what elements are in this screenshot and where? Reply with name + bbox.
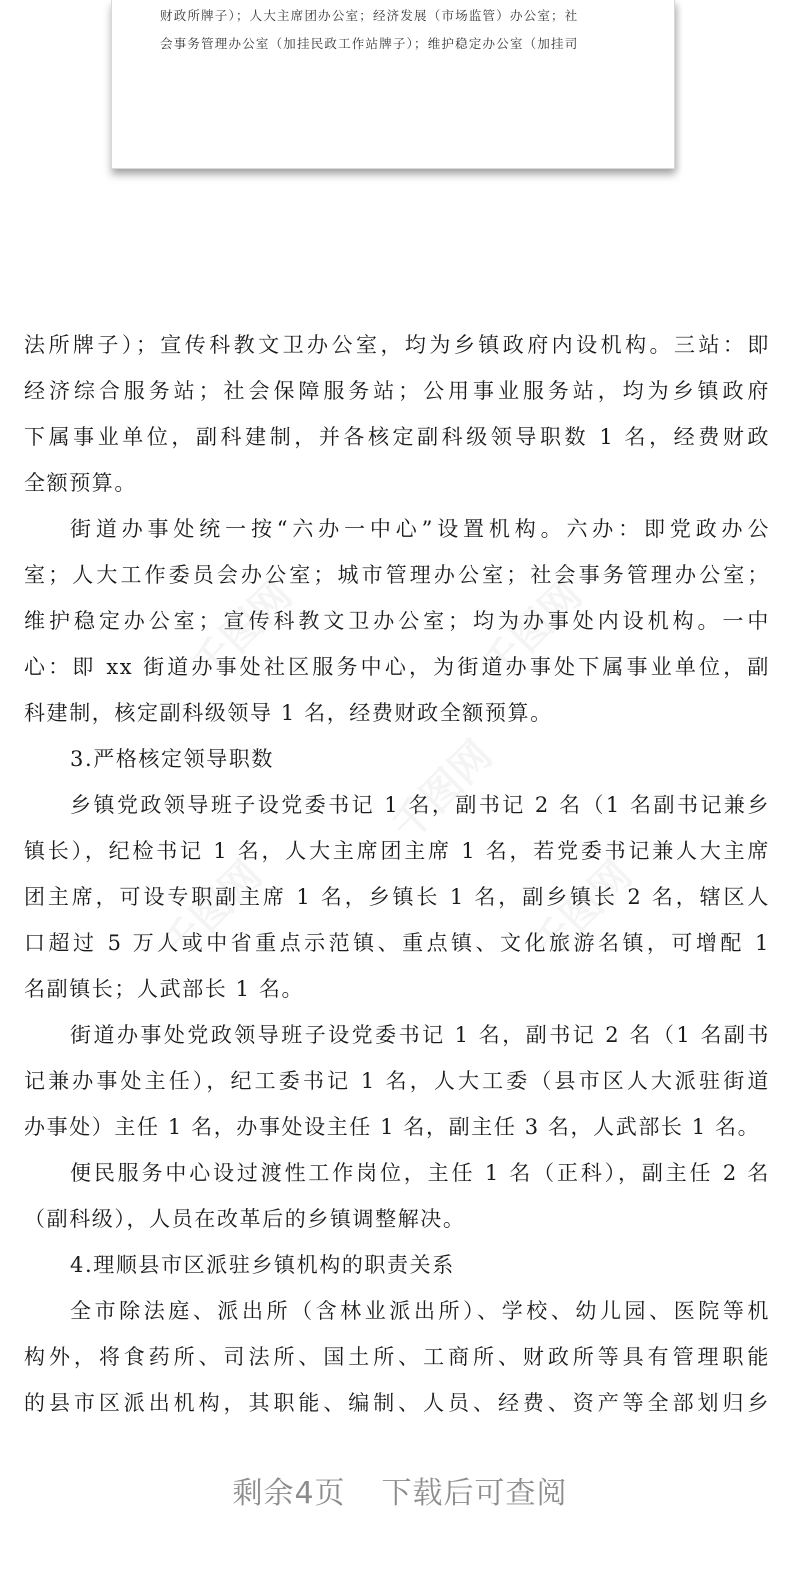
paragraph-line: 科建制，核定副科级领导 1 名，经费财政全额预算。 [24,701,553,725]
paragraph-line: 口超过 5 万人或中省重点示范镇、重点镇、文化旅游名镇，可增配 1 [24,931,770,955]
paragraph-line: 街道办事处党政领导班子设党委书记 1 名，副书记 2 名（1 名副书 [70,1023,770,1047]
paragraph-line: 便民服务中心设过渡性工作岗位，主任 1 名（正科），副主任 2 名 [70,1161,770,1185]
paragraph-line: 全市除法庭、派出所（含林业派出所）、学校、幼儿园、医院等机 [70,1299,770,1323]
paragraph-line: 下属事业单位，副科建制，并各核定副科级领导职数 1 名，经费财政 [24,425,770,449]
watermark: 千图网 [154,852,271,969]
preview-text-line: 财政所牌子）；人大主席团办公室；经济发展（市场监管）办公室；社 [160,8,579,23]
remaining-pages-notice[interactable] [0,1468,800,1512]
paragraph-line: 法所牌子）；宣传科教文卫办公室，均为乡镇政府内设机构。三站：即 [24,333,770,357]
paragraph-line: 团主席，可设专职副主席 1 名，乡镇长 1 名，副乡镇长 2 名，辖区人 [24,885,770,909]
paragraph-line: 街道办事处统一按“六办一中心”设置机构。六办：即党政办公 [70,517,770,541]
paragraph-line: 办事处）主任 1 名，办事处设主任 1 名，副主任 3 名，人武部长 1 名。 [24,1115,761,1139]
paragraph-line: 记兼办事处主任），纪工委书记 1 名，人大工委（县市区人大派驻街道 [24,1069,770,1093]
paragraph-line: 镇长），纪检书记 1 名，人大主席团主席 1 名，若党委书记兼人大主席 [24,839,770,863]
document-body [24,322,770,1426]
preview-text-line: 会事务管理办公室（加挂民政工作站牌子）；维护稳定办公室（加挂司 [160,36,579,51]
watermark: 千图网 [184,572,301,689]
paragraph-line: 全额预算。 [24,471,137,495]
watermark: 千图网 [524,852,641,969]
paragraph-line: 心：即 xx 街道办事处社区服务中心，为街道办事处下属事业单位，副 [24,655,770,679]
download-hint: 下载后可查阅 [381,1476,568,1511]
preview-page-card [111,0,675,169]
paragraph-line: 的县市区派出机构，其职能、编制、人员、经费、资产等全部划归乡 [24,1391,770,1415]
paragraph-line: 维护稳定办公室；宣传科教文卫办公室；均为办事处内设机构。一中 [24,609,770,633]
remaining-pages-count: 剩余4页 [232,1476,346,1511]
paragraph-line: 名副镇长；人武部长 1 名。 [24,977,305,1001]
watermark: 千图网 [384,732,501,849]
paragraph-line: 室；人大工作委员会办公室；城市管理办公室；社会事务管理办公室； [24,563,770,587]
watermark: 千图网 [474,572,591,689]
paragraph-line: （副科级），人员在改革后的乡镇调整解决。 [24,1207,466,1231]
paragraph-line: 经济综合服务站；社会保障服务站；公用事业服务站，均为乡镇政府 [24,379,770,403]
paragraph-line: 构外，将食药所、司法所、国土所、工商所、财政所等具有管理职能 [24,1345,770,1369]
paragraph-line: 乡镇党政领导班子设党委书记 1 名，副书记 2 名（1 名副书记兼乡 [70,793,770,817]
section-heading: 4.理顺县市区派驻乡镇机构的职责关系 [70,1253,455,1277]
section-heading: 3.严格核定领导职数 [70,747,275,771]
